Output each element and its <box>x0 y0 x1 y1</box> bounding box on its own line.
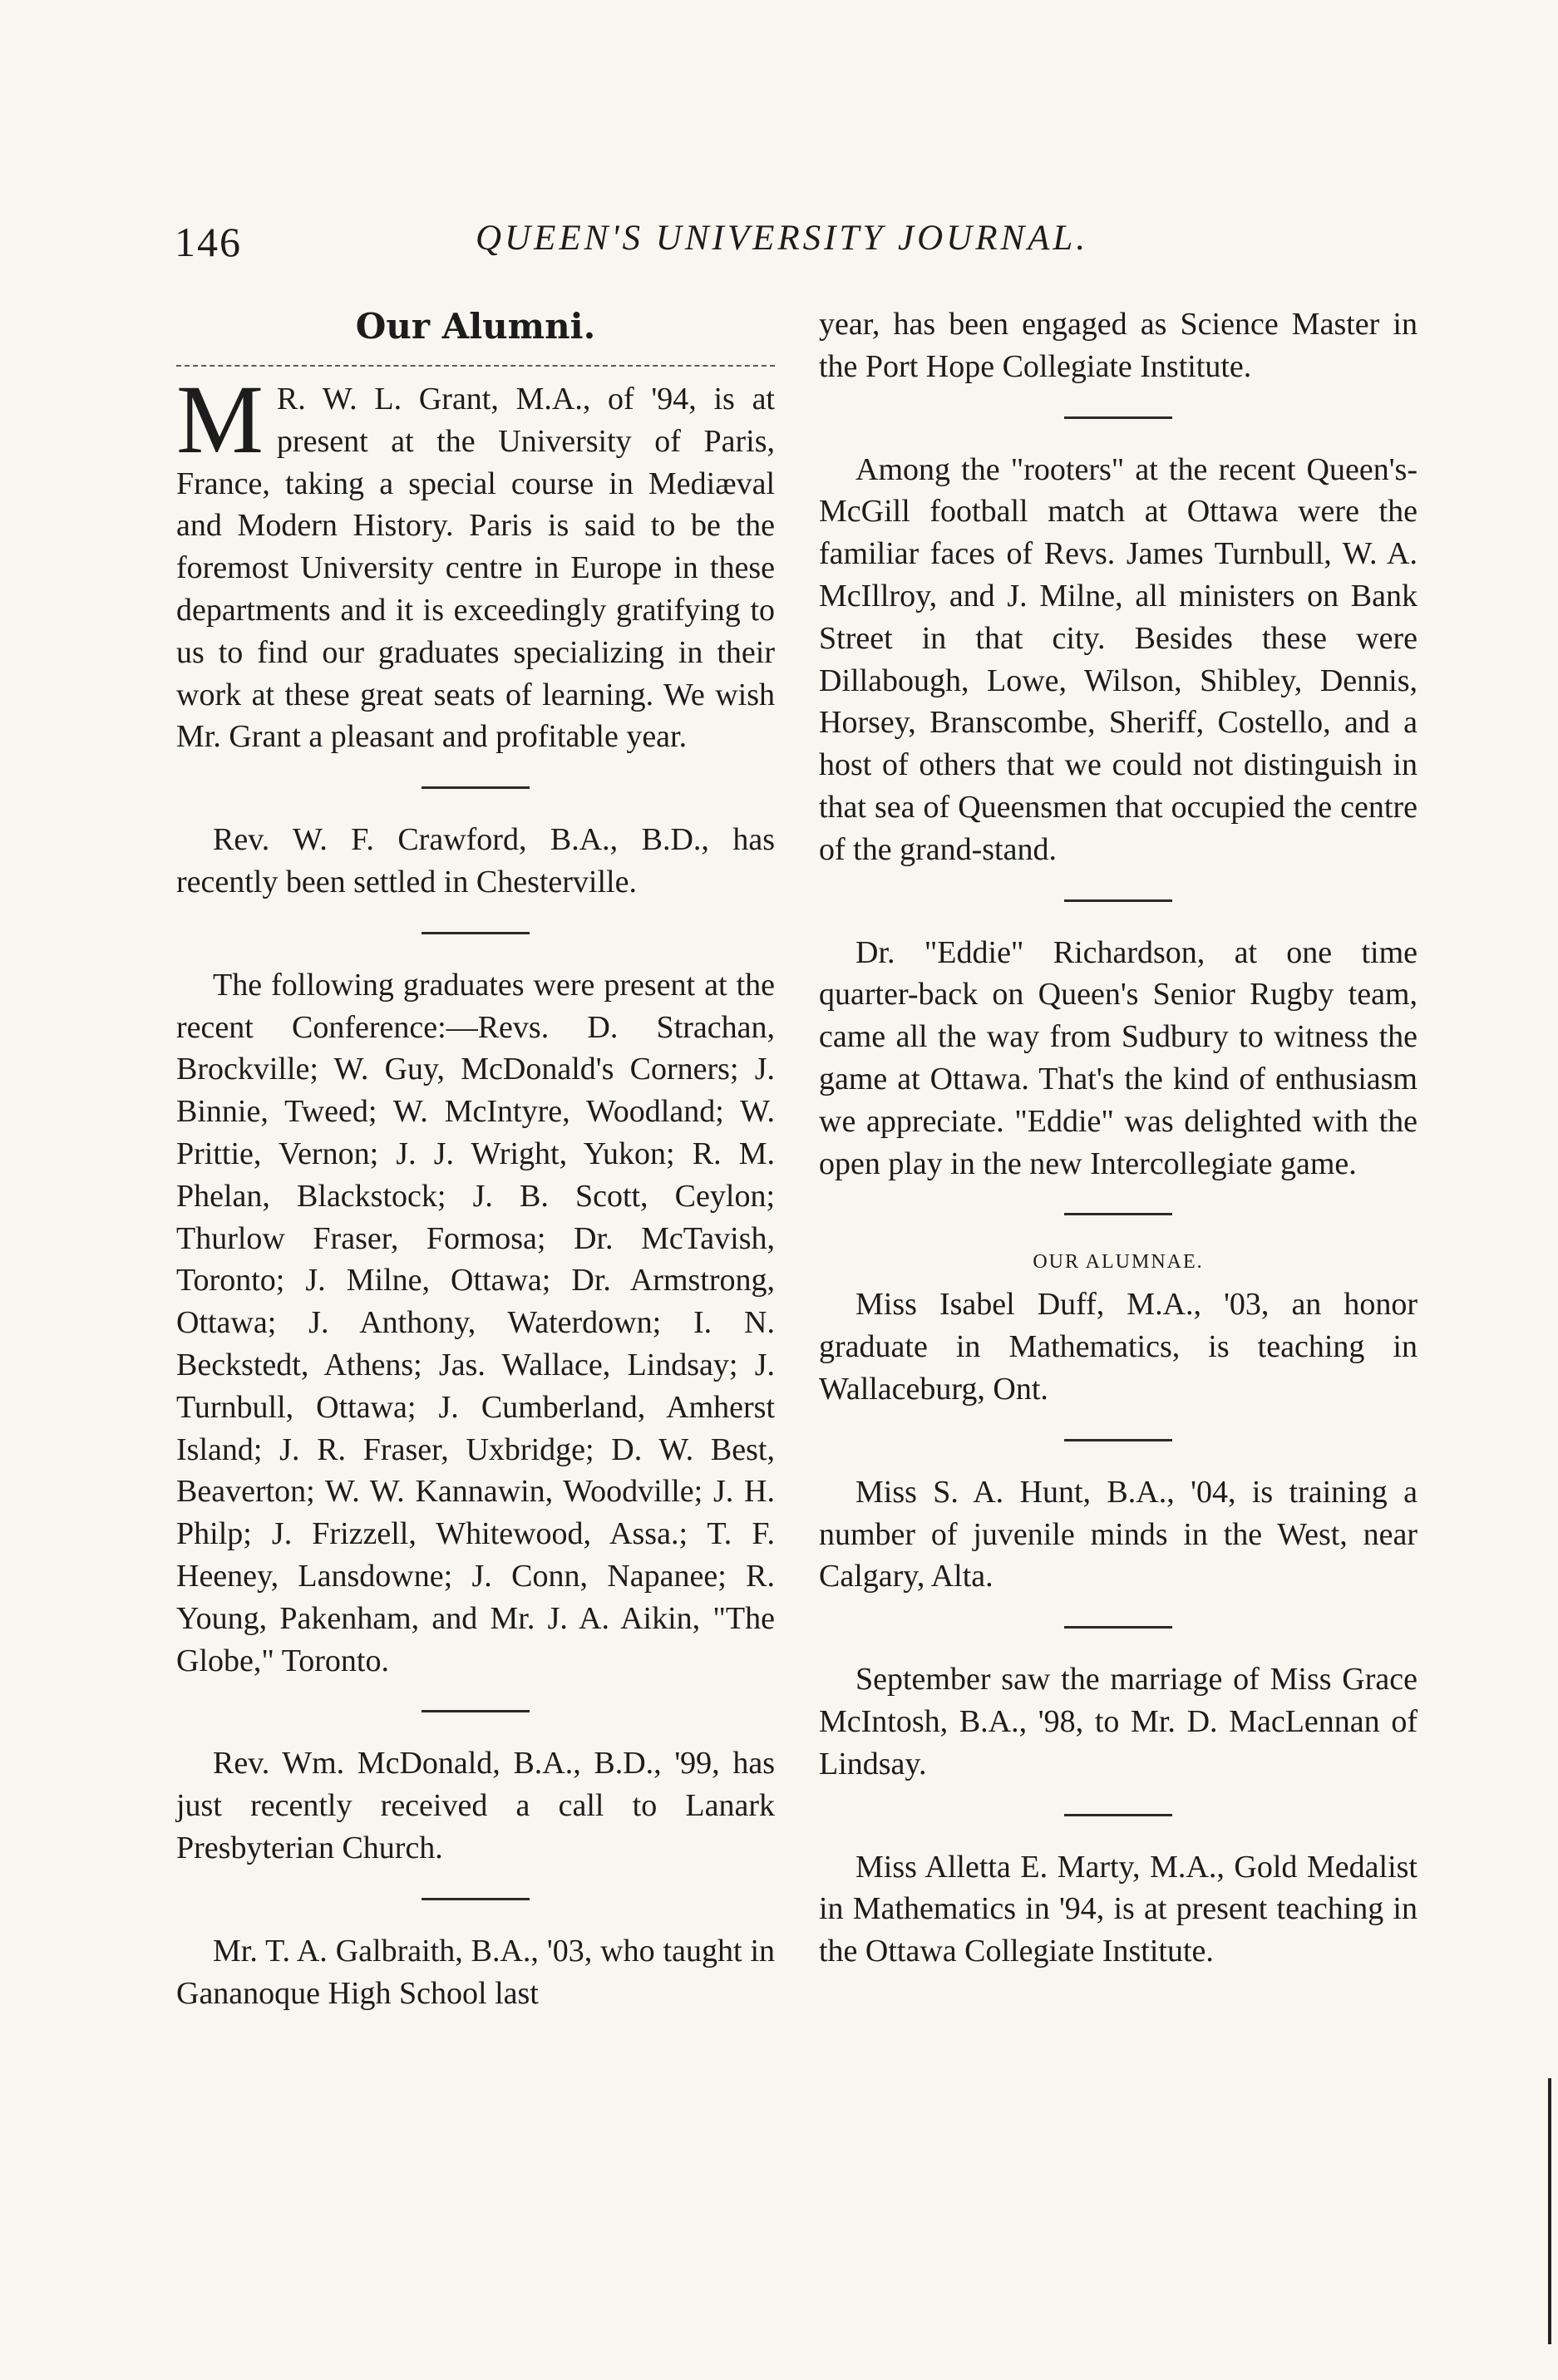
alumni-item-text: R. W. L. Grant, M.A., of '94, is at present at the University of Paris, France, taking a special course in Mediæval and Modern History. Paris is said to be the foremost University centre in Europe in these departments and it is exceedingly gratifying to us to find our graduates specializing in their work at these great seats of learning. We wish Mr. Grant a pleasant and profitable year. <box>176 382 775 755</box>
running-header <box>166 218 1447 276</box>
section-divider <box>422 1710 530 1712</box>
section-divider <box>422 932 530 934</box>
drop-cap: M <box>176 365 264 474</box>
alumni-item-mcdonald: Rev. Wm. McDonald, B.A., B.D., '99, has just recently received a call to Lanark Presbyterian Church. <box>176 1746 775 1865</box>
section-divider <box>422 1898 530 1900</box>
section-divider <box>1064 1814 1172 1816</box>
alumnae-item-mcintosh: September saw the marriage of Miss Grace McIntosh, B.A., '98, to Mr. D. MacLennan of Lindsay. <box>819 1662 1417 1781</box>
alumni-item-crawford: Rev. W. F. Crawford, B.A., B.D., has recently been settled in Chesterville. <box>176 822 775 899</box>
right-column <box>819 303 1417 1973</box>
alumni-item-conference: The following graduates were present at the recent Conference:—Revs. D. Strachan, Brockville; W. Guy, McDonald's Corners; J. Binnie, Tweed; W. McIntyre, Woodland; W. Prittie, Vernon; J. J. Wright, Yukon; R. M. Phelan, Blackstock; J. B. Scott, Ceylon; Thurlow Fraser, Formosa; Dr. McTavish, Toronto; J. Milne, Ottawa; Dr. Armstrong, Ottawa; J. Anthony, Waterdown; I. N. Beckstedt, Athens; Jas. Wallace, Lindsay; J. Turnbull, Ottawa; J. Cumberland, Amherst Island; J. R. Fraser, Uxbridge; D. W. Best, Beaverton; W. W. Kannawin, Woodville; J. H. Philp; J. Frizzell, Whitewood, Assa.; T. F. Heeney, Lansdowne; J. Conn, Napanee; R. Young, Pakenham, and Mr. J. A. Aikin, "The Globe," Toronto. <box>176 967 775 1678</box>
alumni-item-galbraith: Mr. T. A. Galbraith, B.A., '03, who taught in Gananoque High School last <box>176 1933 775 2011</box>
alumnae-subheading: OUR ALUMNAE. <box>1033 1251 1204 1274</box>
alumni-item-galbraith-continued: year, has been engaged as Science Master in the Port Hope Collegiate Institute. <box>819 307 1417 384</box>
section-heading: Our Alumni. <box>176 303 775 367</box>
journal-title: QUEEN'S UNIVERSITY JOURNAL. <box>476 219 1089 258</box>
section-divider <box>1064 1439 1172 1441</box>
left-column <box>176 303 775 2014</box>
page-edge-shadow <box>1548 2078 1551 2344</box>
alumni-item-grant <box>176 365 775 758</box>
alumni-item-richardson: Dr. "Eddie" Richardson, at one time quarter-back on Queen's Senior Rugby team, came all the way from Sudbury to witness the game at Ottawa. That's the kind of enthusiasm we appreciate. "Eddie" was delighted with the open play in the new Intercollegiate game. <box>819 934 1417 1181</box>
page-number: 146 <box>175 219 242 265</box>
alumnae-item-duff: Miss Isabel Duff, M.A., '03, an honor graduate in Mathematics, is teaching in Wallaceburg, Ont. <box>819 1287 1417 1407</box>
section-divider <box>422 786 530 789</box>
section-divider <box>1064 899 1172 902</box>
alumnae-item-marty: Miss Alletta E. Marty, M.A., Gold Medalist in Mathematics in '94, is at present teaching in the Ottawa Collegiate Institute. <box>819 1849 1417 1969</box>
section-divider <box>1064 416 1172 419</box>
alumni-item-rooters: Among the "rooters" at the recent Queen's-McGill football match at Ottawa were the familiar faces of Revs. James Turnbull, W. A. McIllroy, and J. Milne, all ministers on Bank Street in that city. Besides these were Dillabough, Lowe, Wilson, Shibley, Dennis, Horsey, Branscombe, Sheriff, Costello, and a host of others that we could not distinguish in that sea of Queensmen that occupied the centre of the grand-stand. <box>819 451 1417 867</box>
section-divider <box>1064 1626 1172 1629</box>
section-divider <box>1064 1213 1172 1215</box>
alumnae-item-hunt: Miss S. A. Hunt, B.A., '04, is training a number of juvenile minds in the West, near Calgary, Alta. <box>819 1474 1417 1594</box>
